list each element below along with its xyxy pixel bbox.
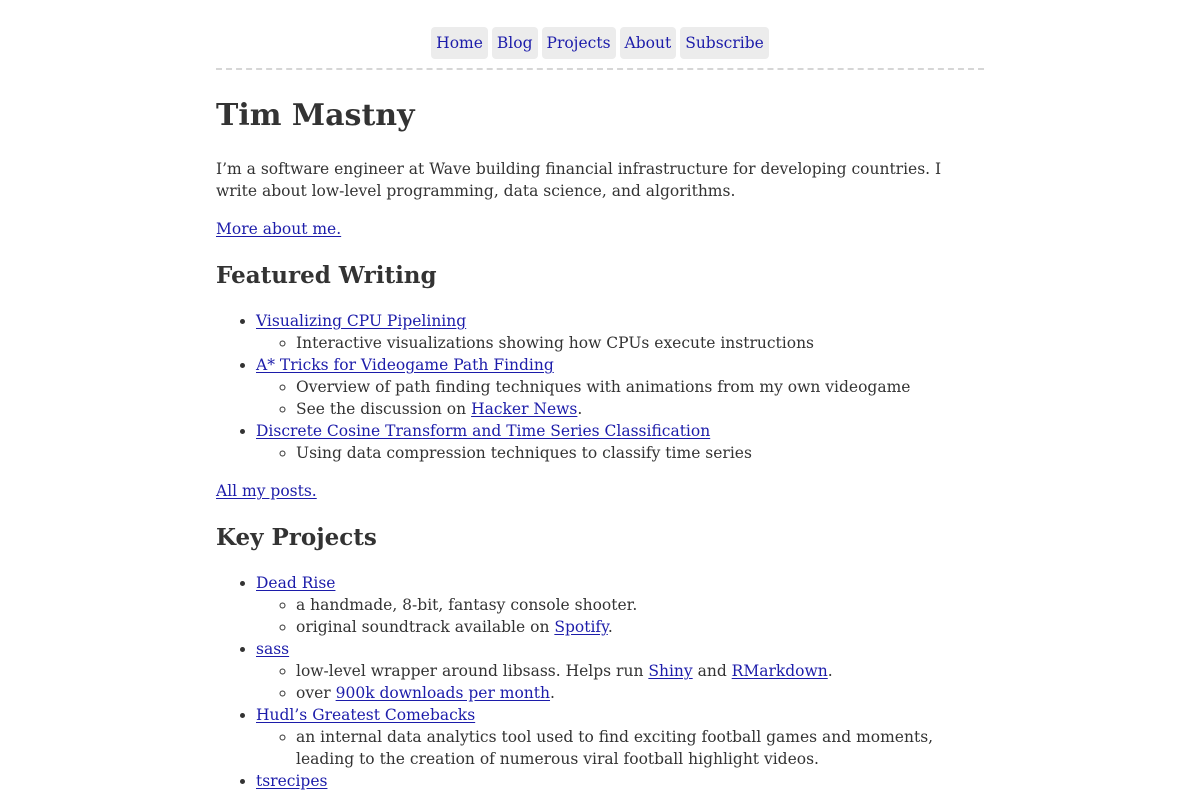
project-link-hudl-comebacks[interactable]: Hudl’s Greatest Comebacks: [256, 706, 476, 724]
nav-about-link[interactable]: About: [620, 27, 677, 59]
featured-writing-heading: Featured Writing: [216, 262, 437, 289]
soundtrack-suffix: .: [607, 618, 613, 636]
post-link-cpu-pipelining[interactable]: Visualizing CPU Pipelining: [256, 312, 467, 330]
downloads-prefix: over: [296, 684, 336, 702]
list-item: [256, 572, 984, 638]
downloads-item: [296, 682, 984, 704]
page-title: Tim Mastny: [216, 98, 415, 133]
sub-list: [256, 442, 984, 464]
list-item: [256, 704, 984, 770]
project-link-sass[interactable]: sass: [256, 640, 290, 658]
post-link-dct-classification[interactable]: Discrete Cosine Transform and Time Series Classification: [256, 422, 711, 440]
project-description: ◦ a handmade, 8-bit, fantasy console shooter.: [296, 594, 984, 616]
project-link-tsrecipes[interactable]: tsrecipes: [256, 772, 328, 790]
sub-list: [256, 376, 984, 420]
spotify-link[interactable]: Spotify: [554, 618, 608, 636]
soundtrack-prefix: original soundtrack available on: [296, 618, 555, 636]
sub-list: [256, 660, 984, 704]
list-item: [256, 420, 984, 464]
page-container: [216, 0, 984, 792]
all-posts-link[interactable]: All my posts.: [216, 482, 317, 500]
nav-home-link[interactable]: Home: [431, 27, 488, 59]
discussion-suffix: .: [577, 400, 583, 418]
project-description: [296, 660, 984, 682]
project-link-dead-rise[interactable]: Dead Rise: [256, 574, 336, 592]
nav-subscribe-link[interactable]: Subscribe: [680, 27, 769, 59]
more-about-me-link[interactable]: More about me.: [216, 220, 342, 238]
key-projects-heading: Key Projects: [216, 524, 377, 551]
sub-list: [256, 726, 984, 770]
post-description: ◦ Using data compression techniques to classify time series: [296, 442, 984, 464]
hacker-news-link[interactable]: Hacker News: [471, 400, 578, 418]
downloads-suffix: .: [550, 684, 555, 702]
list-item: [256, 354, 984, 420]
post-link-astar-tricks[interactable]: A* Tricks for Videogame Path Finding: [256, 356, 554, 374]
nav-blog-link[interactable]: Blog: [492, 27, 538, 59]
post-description: ◦ Interactive visualizations showing how CPUs execute instructions: [296, 332, 984, 354]
sass-desc-prefix: low-level wrapper around libsass. Helps run: [296, 662, 649, 680]
sub-list: [256, 594, 984, 638]
key-projects-list: [216, 572, 984, 792]
project-description: ◦ an internal data analytics tool used to find exciting football games and moments, leading to the creation of numerous viral football highlight videos.: [296, 726, 984, 770]
shiny-link[interactable]: Shiny: [648, 662, 693, 680]
all-posts-paragraph: [216, 480, 984, 502]
rmarkdown-link[interactable]: RMarkdown: [731, 662, 828, 680]
sub-list: [256, 332, 984, 354]
top-nav: [216, 0, 984, 70]
intro-text: I’m a software engineer at Wave building financial infrastructure for developing countries. I write about low-level programming, data science, and algorithms.: [216, 160, 942, 200]
sass-desc-suffix: .: [827, 662, 833, 680]
post-description: ◦ Overview of path finding techniques with animations from my own videogame: [296, 376, 984, 398]
soundtrack-item: [296, 616, 984, 638]
list-item: [256, 310, 984, 354]
downloads-link[interactable]: 900k downloads per month: [335, 684, 551, 702]
discussion-item: [296, 398, 984, 420]
list-item: [256, 770, 984, 792]
list-item: [256, 638, 984, 704]
more-about-me-paragraph: [216, 218, 984, 240]
featured-writing-list: [216, 310, 984, 464]
discussion-prefix: See the discussion on: [296, 400, 472, 418]
sass-desc-mid: and: [692, 662, 732, 680]
nav-projects-link[interactable]: Projects: [542, 27, 616, 59]
